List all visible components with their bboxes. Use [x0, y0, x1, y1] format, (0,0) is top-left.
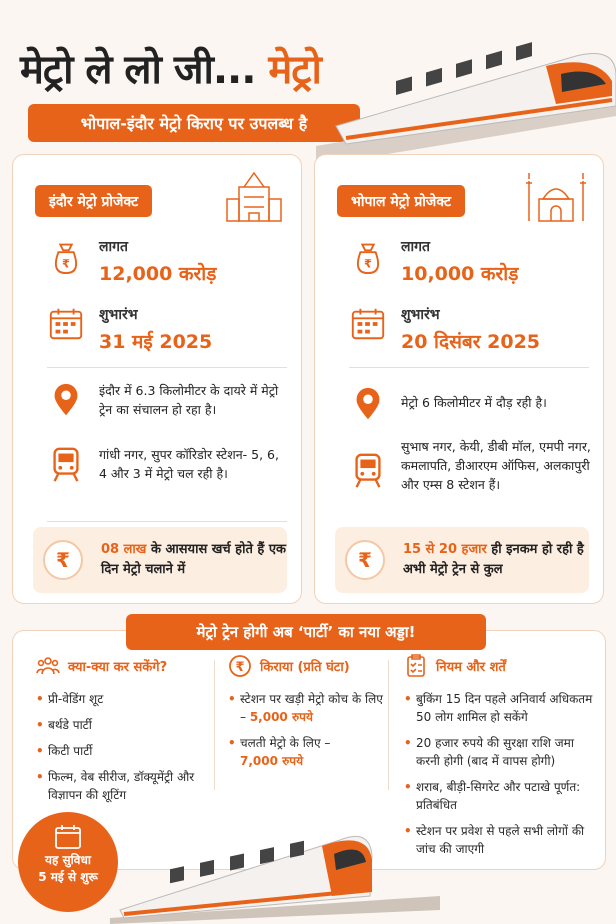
list-item: • स्टेशन पर प्रवेश से पहले सभी लोगों की जांच की जाएगी	[404, 822, 594, 858]
rules-title: नियम और शर्तें	[436, 660, 506, 675]
title-part-2: मेट्रो	[268, 47, 321, 93]
indore-note-text	[101, 540, 287, 580]
bhopal-project-label: भोपाल मेट्रो प्रोजेक्ट	[337, 185, 465, 217]
location-pin-icon	[349, 385, 387, 423]
activities-column	[36, 654, 216, 812]
indore-distance-row	[47, 381, 289, 419]
divider	[47, 521, 287, 522]
badge-line-1: यह सुविधा	[45, 853, 91, 867]
metro-train-illustration-bottom	[110, 800, 440, 924]
activities-title: क्या-क्या कर सकेंगे?	[68, 660, 168, 675]
location-pin-icon	[47, 381, 85, 419]
svg-text:₹: ₹	[62, 256, 70, 271]
indore-cost-value: 12,000 करोड़	[99, 263, 217, 285]
rules-header	[404, 654, 594, 678]
indore-cost-row	[47, 237, 289, 286]
activities-header	[36, 654, 216, 678]
bhopal-start-value: 20 दिसंबर 2025	[401, 331, 541, 353]
indore-project-label: इंदौर मेट्रो प्रोजेक्ट	[35, 185, 152, 217]
bhopal-income-note	[335, 527, 589, 593]
calendar-icon	[54, 824, 82, 850]
rupee-coin-icon	[228, 654, 252, 678]
list-item: • किटी पार्टी	[36, 742, 216, 760]
calendar-icon	[47, 305, 85, 343]
title-part-1: मेट्रो ले लो जी...	[20, 47, 256, 93]
fare-2-text: चलती मेट्रो के लिए –	[240, 736, 331, 750]
fare-2-price: 7,000 रुपये	[240, 754, 304, 768]
divider	[388, 660, 389, 790]
indore-stations-row	[47, 445, 289, 483]
train-icon	[47, 445, 85, 483]
list-item: • प्री-वेडिंग शूट	[36, 690, 216, 708]
train-icon	[349, 451, 387, 489]
badge-line-2: 5 मई से शुरू	[38, 870, 98, 884]
launch-date-badge	[18, 812, 118, 912]
indore-project-card	[12, 154, 302, 604]
indore-distance-text: इंदौर में 6.3 किलोमीटर के दायरे में मेट्रो ट्रेन का संचालन हो रहा है।	[99, 383, 279, 417]
list-item: • बर्थडे पार्टी	[36, 716, 216, 734]
money-bag-icon	[47, 237, 85, 275]
party-heading: मेट्रो ट्रेन होगी अब ‘पार्टी’ का नया अड्डा!	[126, 614, 486, 650]
list-item: • बुकिंग 15 दिन पहले अनिवार्य अधिकतम 50 लोग शामिल हो सकेंगे	[404, 690, 594, 726]
indore-cost-label: लागत	[99, 239, 128, 255]
indore-stations-text: गांधी नगर, सुपर कॉरिडोर स्टेशन- 5, 6, 4 और 3 में मेट्रो चल रही है।	[99, 447, 279, 481]
bhopal-start-row	[349, 305, 591, 354]
bhopal-distance-row	[349, 385, 591, 423]
money-bag-icon	[349, 237, 387, 275]
bhopal-note-highlight: 15 से 20 हजार	[403, 542, 487, 557]
indore-note-highlight: 08 लाख	[101, 542, 147, 557]
fare-1-text: स्टेशन पर खड़ी मेट्रो कोच के लिए –	[240, 692, 383, 724]
bhopal-stations-row	[349, 437, 591, 494]
fare-column	[228, 654, 388, 778]
indore-cost-note	[33, 527, 287, 593]
divider	[214, 660, 215, 790]
indore-start-row	[47, 305, 289, 354]
divider	[349, 367, 589, 368]
bhopal-stations-text: सुभाष नगर, केयी, डीबी मॉल, एमपी नगर, कमलापति, डीआरएम ऑफिस, अलकापुरी और एम्स 8 स्टेशन हैं।	[401, 439, 591, 492]
metro-train-illustration-top	[316, 26, 616, 166]
bhopal-note-rest: ही इनकम हो रही है अभी मेट्रो ट्रेन से कुल	[403, 542, 584, 577]
fare-header	[228, 654, 388, 678]
list-item	[228, 734, 388, 770]
rajwada-monument-icon	[219, 169, 289, 225]
checklist-icon	[404, 654, 428, 678]
bhopal-note-text	[403, 540, 589, 580]
calendar-icon	[349, 305, 387, 343]
bhopal-start-label: शुभारंभ	[401, 307, 440, 323]
indore-start-label: शुभारंभ	[99, 307, 138, 323]
people-icon	[36, 654, 60, 678]
list-item	[228, 690, 388, 726]
bhopal-cost-label: लागत	[401, 239, 430, 255]
bhopal-distance-text: मेट्रो 6 किलोमीटर में दौड़ रही है।	[401, 395, 547, 410]
rupee-icon: ₹	[43, 540, 83, 580]
list-item: • फिल्म, वेब सीरीज, डॉक्यूमेंट्री और विज्ञापन की शूटिंग	[36, 768, 216, 804]
svg-text:₹: ₹	[364, 256, 372, 271]
list-item: • शराब, बीड़ी-सिगरेट और पटाखे पूर्णत: प्रतिबंधित	[404, 778, 594, 814]
list-item: • 20 हजार रुपये की सुरक्षा राशि जमा करनी होगी (बाद में वापस होगी)	[404, 734, 594, 770]
bhopal-cost-row	[349, 237, 591, 286]
bhopal-project-card	[314, 154, 604, 604]
page-title	[20, 40, 321, 95]
indore-start-value: 31 मई 2025	[99, 331, 213, 353]
indore-note-rest: के आसयास खर्च होते हैं एक दिन मेट्रो चलाने में	[101, 542, 286, 577]
taj-ul-masajid-monument-icon	[521, 169, 591, 225]
divider	[47, 367, 287, 368]
subtitle-banner	[28, 104, 360, 142]
fare-1-price: 5,000 रुपये	[249, 710, 313, 724]
svg-text:₹: ₹	[235, 660, 245, 675]
rupee-icon: ₹	[345, 540, 385, 580]
fare-title: किराया (प्रति घंटा)	[260, 660, 350, 675]
bhopal-cost-value: 10,000 करोड़	[401, 263, 519, 285]
subtitle-text: भोपाल-इंदौर मेट्रो किराए पर उपलब्ध है	[80, 114, 308, 133]
